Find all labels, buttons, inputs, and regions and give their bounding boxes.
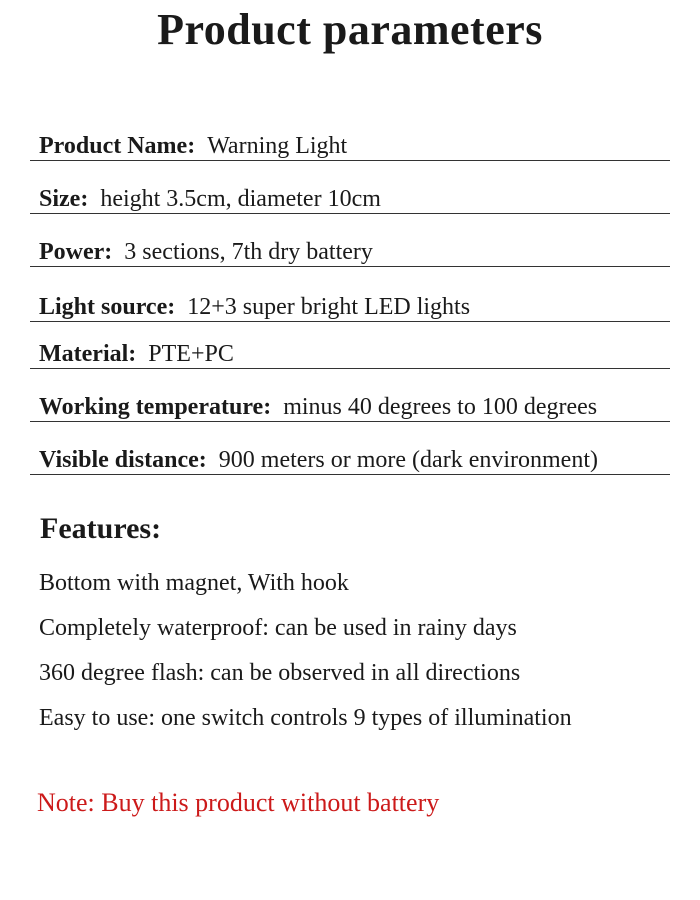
feature-item: Completely waterproof: can be used in rainy days (39, 615, 517, 641)
param-row-light-source (30, 267, 670, 322)
note-text: Note: Buy this product without battery (37, 788, 440, 817)
param-label: Product Name: (39, 133, 196, 159)
param-label: Size: (39, 186, 89, 212)
feature-item: Easy to use: one switch controls 9 types of illumination (39, 705, 572, 731)
features-heading: Features: (40, 512, 162, 545)
param-value: 3 sections, 7th dry battery (124, 239, 373, 265)
param-value: PTE+PC (148, 341, 234, 367)
param-row-material (30, 322, 670, 369)
param-label: Power: (39, 239, 113, 265)
param-row-size (30, 161, 670, 214)
feature-item: 360 degree flash: can be observed in all directions (39, 660, 521, 686)
param-value: Warning Light (207, 133, 348, 159)
param-value: 900 meters or more (dark environment) (218, 447, 598, 473)
param-label: Working temperature: (39, 394, 272, 420)
param-label: Material: (39, 341, 137, 367)
param-value: height 3.5cm, diameter 10cm (100, 186, 381, 212)
page-title: Product parameters (157, 5, 543, 54)
param-row-visible-distance (30, 422, 670, 475)
parameters-list (30, 118, 670, 475)
param-value: 12+3 super bright LED lights (187, 294, 471, 320)
param-value: minus 40 degrees to 100 degrees (283, 394, 598, 420)
param-row-power (30, 214, 670, 267)
param-row-working-temperature (30, 369, 670, 422)
param-label: Light source: (39, 294, 176, 320)
param-label: Visible distance: (39, 447, 207, 473)
param-row-product-name (30, 118, 670, 161)
feature-item: Bottom with magnet, With hook (39, 570, 349, 596)
